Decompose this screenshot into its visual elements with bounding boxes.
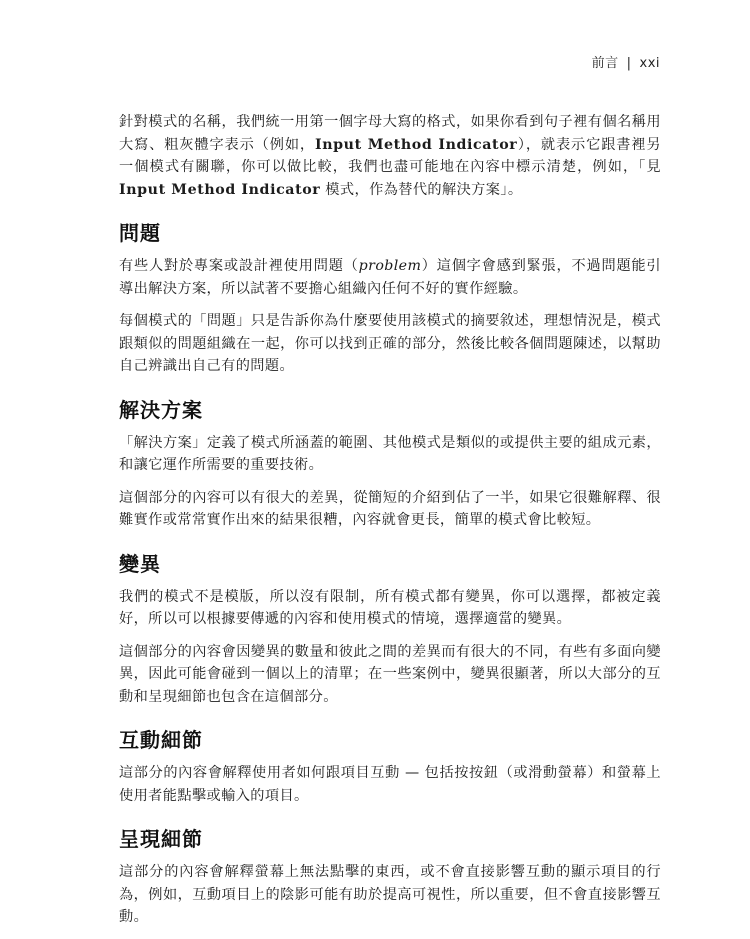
presentation-paragraph-1: 這部分的內容會解釋螢幕上無法點擊的東西，或不會直接影響互動的顯示項目的行為，例如，互動項目上的陰影可能有助於提高可視性，所以重要，但不會直接影響互動。: [119, 864, 661, 925]
intro-text-c: 模式，作為替代的解決方案」。: [320, 181, 523, 198]
heading-variations: 變異: [119, 551, 161, 576]
page-body: [119, 111, 661, 939]
heading-problem: 問題: [119, 221, 161, 245]
pattern-reference: Input Method Indicator: [314, 136, 518, 153]
variations-paragraph-2: 這個部分的內容會因變異的數量和彼此之間的差異而有很大的不同，有些有多面向變異，因此可能會碰到一個以上的清單；在一些案例中，變異很顯著，所以大部分的互動和呈現細節也包含在這個部分。: [119, 643, 661, 705]
solution-paragraph-2: 這個部分的內容可以有很大的差異，從簡短的介紹到佔了一半，如果它很難解釋、很難實作或常常實作出來的結果很糟，內容就會更長，簡單的模式會比較短。: [119, 489, 661, 528]
problem-text-a: 有些人對於專案或設計裡使用問題（: [119, 258, 359, 274]
problem-paragraph-2: 每個模式的「問題」只是告訴你為什麼要使用該模式的摘要敘述，理想情況是，模式跟類似的問題組織在一起，你可以找到正確的部分，然後比較各個問題陳述，以幫助自己辨識出自己有的問題。: [119, 313, 661, 374]
page-number: xxi: [639, 56, 660, 71]
solution-paragraph-1: 「解決方案」定義了模式所涵蓋的範圍、其他模式是類似的或提供主要的組成元素，和讓它運作所需要的重要技術。: [119, 434, 661, 473]
pattern-reference: Input Method Indicator: [119, 181, 321, 198]
problem-text-b: ）這個字會感到緊張，不過問題能引導出解決方案，所以試著不要擔心組織內任何不好的實作經驗。: [119, 258, 661, 297]
header-separator: |: [626, 56, 632, 71]
header-section-title: 前言: [591, 56, 619, 71]
heading-solution: 解決方案: [119, 397, 203, 422]
interaction-paragraph-1: 這部分的內容會解釋使用者如何跟項目互動 — 包括按按鈕（或滑動螢幕）和螢幕上使用者能點擊或輸入的項目。: [119, 765, 661, 804]
intro-text-b: ），就表示它跟書裡另一個模式有關聯，你可以做比較，我們也盡可能地在內容中標示清楚，例如，「見: [119, 136, 662, 175]
variations-paragraph-1: 我們的模式不是模版，所以沒有限制，所有模式都有變異，你可以選擇，都被定義好，所以可以根據要傳遞的內容和使用模式的情境，選擇適當的變異。: [119, 588, 661, 627]
problem-paragraph-1: [119, 255, 661, 300]
intro-text-a: 針對模式的名稱，我們統一用第一個字母大寫的格式，如果你看到句子裡有個名稱用大寫、粗灰體字表示（例如，: [119, 114, 661, 153]
intro-paragraph: [119, 111, 661, 201]
heading-interaction-details: 互動細節: [119, 728, 203, 752]
heading-presentation-details: 呈現細節: [119, 827, 203, 851]
problem-term: problem: [358, 258, 422, 274]
running-header: [592, 52, 660, 71]
